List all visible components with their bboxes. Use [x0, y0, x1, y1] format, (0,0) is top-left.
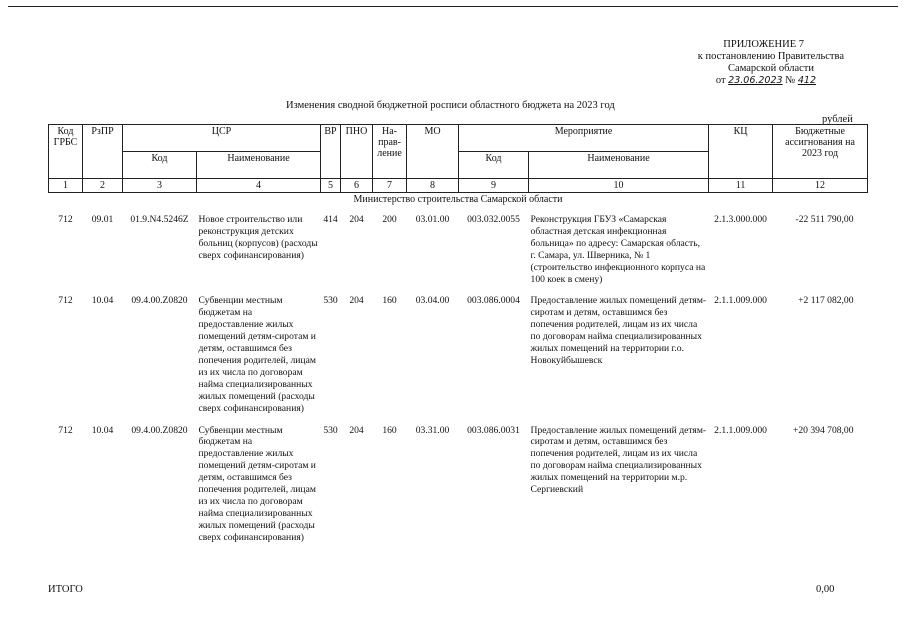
cell-kc: 2.1.1.009.000	[714, 424, 767, 436]
column-number: 12	[773, 179, 868, 193]
units-label: рублей	[822, 114, 853, 125]
column-number-row	[49, 179, 868, 193]
column-number: 10	[529, 179, 709, 193]
cell-grbs: 712	[58, 424, 73, 436]
header-csr: ЦСР	[123, 125, 321, 152]
cell-grbs: 712	[58, 295, 73, 307]
column-number: 3	[123, 179, 197, 193]
appendix-date-line	[644, 75, 844, 87]
table-row	[49, 425, 868, 544]
ministry-row	[49, 193, 868, 207]
column-number: 4	[197, 179, 321, 193]
cell-pno: 204	[349, 214, 364, 225]
cell-csr-kod: 01.9.N4.5246Z	[130, 214, 189, 225]
document-title: Изменения сводной бюджетной росписи областного бюджета на 2023 год	[286, 100, 615, 111]
cell-csr-name: Субвенции местным бюджетам на предоставление жилых помещений детям-сиротам и детям, оставшимся без попечения родителей, лицам из их числа по договорам найма специализированных жилых помещений (расходы сверх софинансирования)	[198, 295, 316, 414]
cell-napr: 200	[382, 214, 397, 225]
column-number: 7	[373, 179, 407, 193]
appendix-header	[644, 39, 844, 87]
header-assignments: Бюджетные ассигнования на 2023 год	[773, 125, 868, 179]
cell-vr: 414	[323, 214, 338, 225]
column-number: 11	[709, 179, 773, 193]
cell-csr-kod: 09.4.00.Z0820	[131, 295, 188, 307]
cell-csr-kod: 09.4.00.Z0820	[131, 424, 188, 436]
total-label: ИТОГО	[48, 584, 83, 595]
cell-kc: 2.1.3.000.000	[714, 214, 767, 225]
cell-meropr-name: Реконструкция ГБУЗ «Самарская областная детская инфекционная больница» по адресу: Самарская область, г. Самара, ул. Шверника, № 1 (строительство инфекционного корпуса на 100 коек в смену)	[530, 214, 706, 285]
cell-csr-name: Субвенции местным бюджетам на предоставление жилых помещений детям-сиротам и детям, оставшимся без попечения родителей, лицам из их числа по договорам найма специализированных жилых помещений (расходы сверх софинансирования)	[198, 424, 316, 543]
total-value: 0,00	[816, 584, 835, 595]
appendix-line-3: Самарской области	[728, 63, 814, 74]
cell-rzpr: 09.01	[91, 214, 114, 225]
column-number: 5	[321, 179, 341, 193]
cell-amount: +2 117 082,00	[798, 295, 854, 307]
top-rule	[8, 6, 898, 7]
row-spacer	[49, 206, 868, 214]
column-number: 2	[83, 179, 123, 193]
row-gap	[49, 415, 868, 425]
table-row	[49, 214, 868, 285]
cell-meropr-kod: 003.086.0031	[467, 424, 520, 436]
cell-kc: 2.1.1.009.000	[714, 295, 767, 307]
cell-vr: 530	[323, 424, 338, 436]
cell-meropr-kod: 003.032.0055	[467, 214, 520, 225]
header-meropr-name: Наименование	[529, 152, 709, 179]
header-pno: ПНО	[341, 125, 373, 179]
cell-pno: 204	[349, 424, 364, 436]
ministry-name: Министерство строительства Самарской области	[353, 194, 563, 205]
appendix-line-2: к постановлению Правительства	[697, 51, 844, 62]
cell-mo: 03.31.00	[415, 424, 450, 436]
date-prefix: от	[715, 75, 726, 86]
header-napravlenie: На-прав-ление	[373, 125, 407, 179]
cell-meropr-name: Предоставление жилых помещений детям-сиротам и детям, оставшимся без попечения родителей, лицам из их числа по договорам найма специализированных жилых помещений на территории м.р. Сергиевский	[530, 424, 707, 496]
number-value: 412	[797, 75, 816, 86]
cell-pno: 204	[349, 295, 364, 307]
cell-amount: -22 511 790,00	[795, 214, 854, 225]
cell-grbs: 712	[58, 214, 73, 225]
cell-napr: 160	[382, 295, 397, 307]
row-gap	[49, 285, 868, 295]
column-number: 8	[407, 179, 459, 193]
column-number: 6	[341, 179, 373, 193]
cell-rzpr: 10.04	[91, 424, 114, 436]
header-vr: ВР	[321, 125, 341, 179]
header-meropriyatie: Мероприятие	[459, 125, 709, 152]
cell-meropr-name: Предоставление жилых помещений детям-сиротам и детям, оставшимся без попечения родителей, лицам из их числа по договорам найма специализированных жилых помещений на территории г.о. Новокуйбышевск	[530, 295, 707, 366]
table-row	[49, 295, 868, 414]
header-kc: КЦ	[709, 125, 773, 179]
budget-table	[48, 124, 868, 544]
header-meropr-kod: Код	[459, 152, 529, 179]
cell-napr: 160	[382, 424, 397, 436]
cell-amount: +20 394 708,00	[792, 424, 854, 436]
cell-meropr-kod: 003.086.0004	[467, 295, 520, 307]
cell-mo: 03.01.00	[415, 214, 450, 225]
cell-rzpr: 10.04	[91, 295, 114, 307]
cell-vr: 530	[323, 295, 338, 307]
date-value: 23.06.2023	[728, 75, 783, 86]
header-csr-name: Наименование	[197, 152, 321, 179]
cell-csr-name: Новое строительство или реконструкция детских больниц (корпусов) (расходы сверх софинансирования)	[198, 214, 318, 261]
header-csr-kod: Код	[123, 152, 197, 179]
cell-mo: 03.04.00	[415, 295, 450, 307]
header-kod-grbs: Код ГРБС	[49, 125, 83, 179]
appendix-title: ПРИЛОЖЕНИЕ 7	[723, 39, 804, 50]
header-rzpr: РзПР	[83, 125, 123, 179]
number-prefix: №	[785, 75, 796, 86]
header-mo: МО	[407, 125, 459, 179]
column-number: 1	[49, 179, 83, 193]
column-number: 9	[459, 179, 529, 193]
